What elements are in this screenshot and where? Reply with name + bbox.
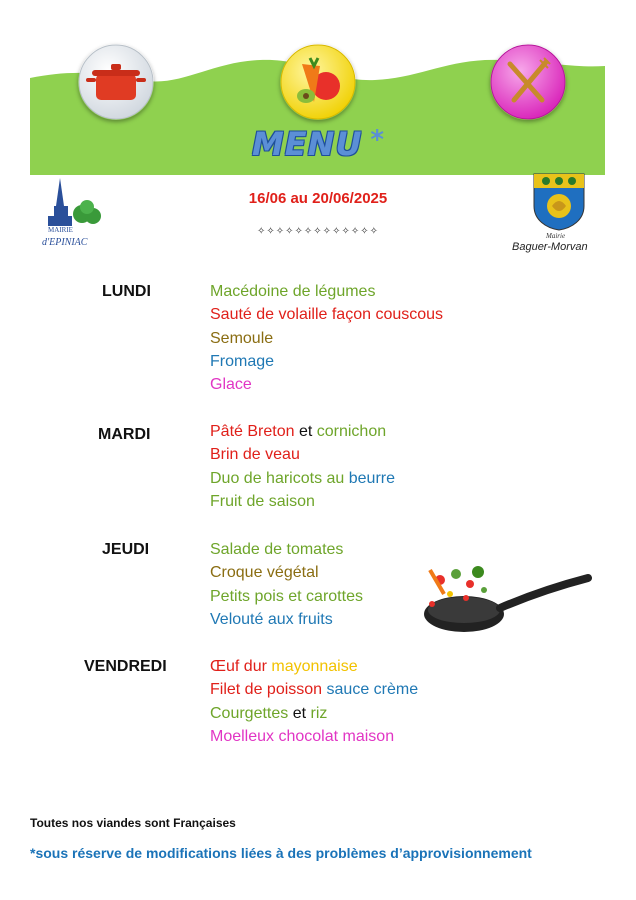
menu-item-text: Velouté aux fruits — [210, 610, 333, 628]
footer-note-meat-origin: Toutes nos viandes sont Françaises — [30, 816, 236, 830]
friday-items — [210, 655, 418, 748]
menu-item — [210, 655, 418, 678]
menu-item — [210, 443, 395, 466]
menu-item-text: riz — [310, 704, 328, 722]
menu-item-text: Pâté Breton — [210, 423, 295, 440]
menu-item — [210, 561, 363, 584]
logo-right-line1: Mairie — [546, 232, 566, 240]
menu-item-text: Filet de poisson — [210, 681, 327, 699]
menu-title: MENU — [251, 125, 363, 163]
menu-item — [210, 420, 395, 443]
day-tuesday: MARDI — [98, 426, 151, 443]
menu-item-text: Sauté de volaille façon couscous — [210, 306, 444, 324]
menu-item-text: Salade de tomates — [210, 541, 344, 558]
monday-items — [210, 280, 443, 396]
menu-item — [210, 350, 443, 373]
menu-item-text: beurre — [348, 469, 395, 487]
menu-item-text: Croque végétal — [210, 564, 319, 582]
menu-item-text: sauce crème — [326, 681, 419, 699]
logo-right-line2: Baguer-Morvan — [512, 241, 588, 253]
menu-title-wrap — [0, 125, 636, 163]
menu-item — [210, 490, 395, 513]
menu-item-text: Brin de veau — [210, 446, 300, 464]
thursday-items — [210, 538, 363, 631]
title-asterisk: * — [370, 125, 385, 155]
day-monday: LUNDI — [102, 283, 151, 300]
menu-item — [210, 608, 363, 631]
menu-item-text: Macédoine de légumes — [210, 283, 376, 300]
day-thursday: JEUDI — [102, 541, 150, 558]
separator: ✧✧✧✧✧✧✧✧✧✧✧✧✧ — [257, 226, 379, 237]
menu-item — [210, 303, 443, 326]
menu-item-text: Duo de haricots au — [210, 469, 349, 487]
menu-item-text: mayonnaise — [271, 658, 358, 675]
cooking-pot-icon — [78, 44, 154, 120]
menu-item-text: et — [294, 423, 317, 440]
menu-dates: 16/06 au 20/06/2025 — [248, 190, 388, 207]
menu-item-text: Fromage — [210, 352, 275, 370]
menu-item-text: Glace — [210, 376, 252, 394]
logo-left-line1: MAIRIE — [48, 226, 73, 234]
menu-item-text: cornichon — [316, 423, 387, 440]
menu-item-text: Fruit de saison — [210, 492, 315, 510]
menu-item — [210, 280, 443, 303]
menu-item-text: Courgettes — [210, 704, 289, 722]
fruit-vegetables-icon — [280, 44, 356, 120]
menu-item — [210, 467, 395, 490]
baguer-morvan-coat-of-arms — [532, 172, 586, 232]
menu-item-text: et — [288, 704, 311, 722]
frying-pan-vegetables-illustration — [422, 560, 592, 638]
menu-item-text: Semoule — [210, 329, 274, 347]
menu-item-text: Petits pois et carottes — [210, 587, 363, 605]
menu-item — [210, 678, 418, 701]
menu-item — [210, 373, 443, 396]
menu-item — [210, 327, 443, 350]
tuesday-items — [210, 420, 395, 513]
menu-item — [210, 725, 418, 748]
menu-item — [210, 702, 418, 725]
menu-item-text: Moelleux chocolat maison — [210, 727, 395, 745]
menu-item — [210, 585, 363, 608]
day-friday: VENDREDI — [84, 658, 167, 675]
footer-note-disclaimer: *sous réserve de modifications liées à des problèmes d’approvisionnement — [30, 845, 532, 861]
menu-item — [210, 538, 363, 561]
menu-item-text: Œuf dur — [210, 658, 272, 675]
logo-left-line2: d'EPINIAC — [42, 237, 88, 248]
knife-fork-icon — [490, 44, 566, 120]
